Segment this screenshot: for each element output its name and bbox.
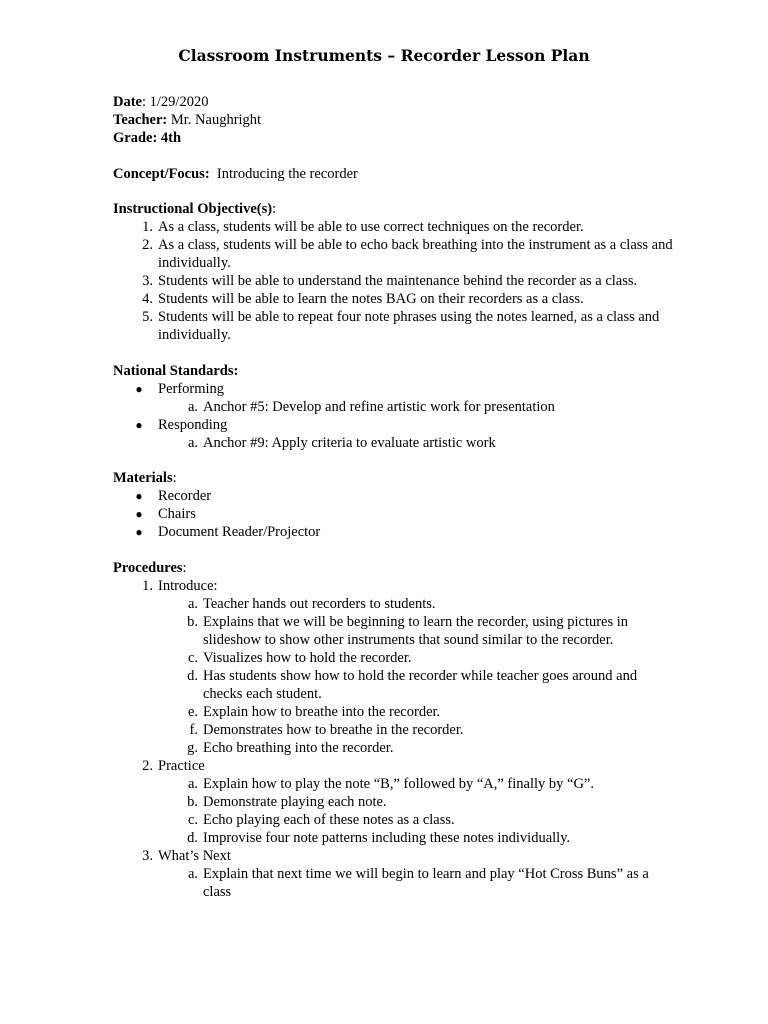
procedure-text: What’s Next <box>158 847 231 864</box>
bullet-icon: ● <box>135 381 143 396</box>
procedure-substep <box>113 739 673 757</box>
teacher-line <box>113 111 673 129</box>
bullet-icon: ● <box>135 417 143 432</box>
standard-item <box>113 380 673 398</box>
objective-number: 1. <box>142 219 153 235</box>
procedure-substep <box>113 829 673 847</box>
date-line <box>113 93 673 111</box>
date-label: Date <box>113 94 142 110</box>
standard-subitem <box>113 434 673 452</box>
procedure-substep <box>113 649 673 667</box>
procedure-sub-text: Echo breathing into the recorder. <box>203 739 394 756</box>
objective-item <box>113 236 673 272</box>
objective-text: As a class, students will be able to use correct techniques on the recorder. <box>158 219 584 235</box>
standard-sub-letter: a. <box>187 434 198 451</box>
procedure-sub-letter: a. <box>187 775 198 792</box>
procedure-sub-letter: a. <box>187 865 198 882</box>
objective-number: 5. <box>142 309 153 325</box>
objective-item <box>113 218 673 236</box>
procedure-number: 1. <box>142 577 153 594</box>
objective-text: As a class, students will be able to echo back breathing into the instrument as a class and individually. <box>158 237 673 271</box>
procedure-substep <box>113 793 673 811</box>
procedures-suffix: : <box>182 559 187 576</box>
procedure-sub-text: Explains that we will be beginning to learn the recorder, using pictures in slideshow to show other instruments that sound similar to the recorder. <box>203 613 629 648</box>
standards-list <box>113 380 673 452</box>
document-body <box>113 93 673 901</box>
objective-text: Students will be able to repeat four note phrases using the notes learned, as a class and individually. <box>158 309 660 343</box>
procedure-sub-text: Explain how to breathe into the recorder. <box>203 703 441 720</box>
bullet-icon: ● <box>135 507 143 521</box>
standard-item <box>113 416 673 434</box>
procedure-sub-text: Demonstrate playing each note. <box>203 793 387 810</box>
material-text: Document Reader/Projector <box>158 524 321 540</box>
procedure-text: Introduce: <box>158 577 218 594</box>
standard-sub-text: Anchor #9: Apply criteria to evaluate artistic work <box>203 434 496 451</box>
procedure-substep <box>113 613 673 649</box>
objective-number: 2. <box>142 237 153 253</box>
material-item <box>113 487 673 505</box>
objective-number: 4. <box>142 291 153 307</box>
concept-label: Concept/Focus: <box>113 165 210 182</box>
objective-item <box>113 272 673 290</box>
standard-subitem <box>113 398 673 416</box>
procedure-sub-text: Improvise four note patterns including these notes individually. <box>203 829 571 846</box>
procedure-substep <box>113 721 673 739</box>
teacher-value: Mr. Naughright <box>167 112 262 128</box>
procedure-number: 2. <box>142 757 153 774</box>
standard-text: Responding <box>158 416 228 433</box>
procedure-sub-letter: d. <box>187 829 198 846</box>
document-title: Classroom Instruments – Recorder Lesson Plan <box>178 46 590 65</box>
objectives-suffix: : <box>272 201 277 217</box>
procedure-sub-letter: b. <box>187 613 198 630</box>
teacher-label: Teacher: <box>113 112 168 128</box>
procedure-sub-letter: c. <box>187 649 198 666</box>
concept-line <box>113 165 673 183</box>
procedure-sub-letter: d. <box>187 667 198 684</box>
material-item <box>113 505 673 523</box>
objectives-heading <box>113 200 673 218</box>
grade-line: Grade: 4th <box>113 130 182 146</box>
procedure-sub-letter: f. <box>189 721 198 738</box>
procedure-step <box>113 577 673 595</box>
concept-value: Introducing the recorder <box>216 165 358 182</box>
procedure-substep <box>113 595 673 613</box>
procedure-substep <box>113 865 673 901</box>
standard-sub-letter: a. <box>187 398 198 415</box>
procedure-substep <box>113 703 673 721</box>
procedure-substep <box>113 811 673 829</box>
procedure-sub-letter: c. <box>187 811 198 828</box>
materials-heading <box>113 469 673 487</box>
procedures-label: Procedures <box>113 559 183 576</box>
objectives-list <box>113 218 673 344</box>
procedure-sub-text: Has students show how to hold the recorder while teacher goes around and checks each student. <box>203 667 638 702</box>
material-text: Recorder <box>158 488 212 504</box>
date-value: : 1/29/2020 <box>142 94 209 110</box>
procedure-sub-text: Echo playing each of these notes as a class. <box>203 811 455 828</box>
objective-item <box>113 308 673 344</box>
procedure-substep <box>113 775 673 793</box>
material-item <box>113 523 673 541</box>
objective-text: Students will be able to understand the maintenance behind the recorder as a class. <box>158 273 638 289</box>
procedure-text: Practice <box>158 757 205 774</box>
procedure-sub-text: Demonstrates how to breathe in the recorder. <box>203 721 464 738</box>
materials-suffix: : <box>172 470 177 486</box>
procedure-sub-letter: g. <box>187 739 198 756</box>
objectives-label: Instructional Objective(s) <box>113 201 273 217</box>
procedure-sub-text: Visualizes how to hold the recorder. <box>203 649 412 666</box>
procedures-list <box>113 577 673 901</box>
material-text: Chairs <box>158 506 196 522</box>
bullet-icon: ● <box>135 489 143 503</box>
procedure-sub-letter: e. <box>187 703 198 720</box>
procedure-sub-letter: b. <box>187 793 198 810</box>
bullet-icon: ● <box>135 525 143 539</box>
standard-text: Performing <box>158 380 225 397</box>
materials-label: Materials <box>113 470 173 486</box>
procedure-step <box>113 847 673 865</box>
objective-number: 3. <box>142 273 153 289</box>
procedure-sub-text: Teacher hands out recorders to students. <box>203 595 436 612</box>
materials-list <box>113 487 673 541</box>
procedure-step <box>113 757 673 775</box>
procedure-sub-text: Explain that next time we will begin to learn and play “Hot Cross Buns” as a class <box>203 865 649 900</box>
procedure-sub-text: Explain how to play the note “B,” followed by “A,” finally by “G”. <box>203 775 594 792</box>
procedure-substep <box>113 667 673 703</box>
procedure-number: 3. <box>142 847 153 864</box>
standard-sub-text: Anchor #5: Develop and refine artistic work for presentation <box>203 398 555 415</box>
objective-item <box>113 290 673 308</box>
procedure-sub-letter: a. <box>187 595 198 612</box>
standards-heading: National Standards: <box>113 362 239 379</box>
procedures-heading <box>113 559 673 577</box>
objective-text: Students will be able to learn the notes BAG on their recorders as a class. <box>158 291 584 307</box>
